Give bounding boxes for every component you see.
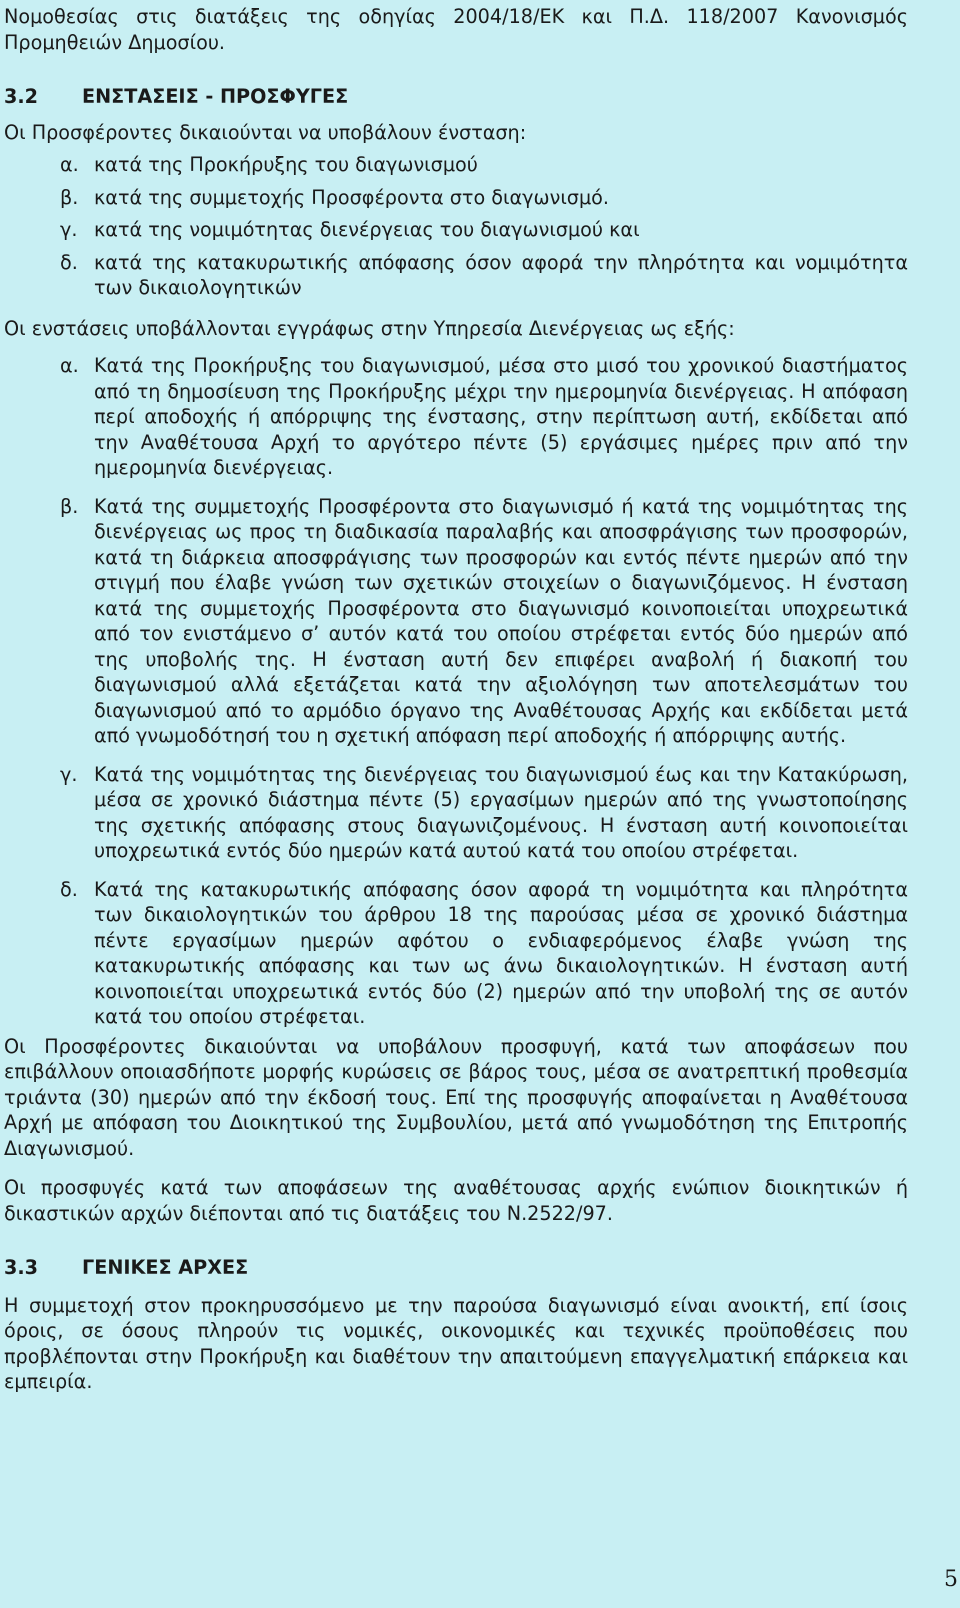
list-marker: α. <box>60 354 79 377</box>
list-item <box>4 353 908 481</box>
appeal-paragraph: Οι Προσφέροντες δικαιούνται να υποβάλουν προσφυγή, κατά των αποφάσεων που επιβάλλουν οποιασδήποτε μορφής κυρώσεις σε βάρος τους, μέσα σε ανατρεπτική προθεσμία τριάντα (30) ημερών από την έκδοσή τους. Επί της προσφυγής αποφαίνεται η Αναθέτουσα Αρχή με απόφαση του Διοικητικού της Συμβουλίου, μετά από γνωμοδότηση της Επιτροπής Διαγωνισμού. <box>4 1034 908 1160</box>
list-marker: δ. <box>60 877 78 901</box>
list-text: κατά της Προκήρυξης του διαγωνισμού <box>94 153 478 176</box>
intro-paragraph: Νομοθεσίας στις διατάξεις της οδηγίας 2004/18/ΕΚ και Π.Δ. 118/2007 Κανονισμός Προμηθειών Δημοσίου. <box>4 5 908 54</box>
section-title: ΓΕΝΙΚΕΣ ΑΡΧΕΣ <box>82 1256 249 1279</box>
objection-submission-lead: Οι ενστάσεις υποβάλλονται εγγράφως στην Υπηρεσία Διενέργειας ως εξής: <box>4 316 735 340</box>
list-item <box>4 217 908 243</box>
list-item <box>4 877 908 1030</box>
document-page <box>4 0 908 1395</box>
objection-lead: Οι Προσφέροντες δικαιούνται να υποβάλουν ένσταση: <box>4 120 527 144</box>
objection-grounds-list <box>4 152 908 301</box>
list-text: Κατά της Προκήρυξης του διαγωνισμού, μέσα στο μισό του χρονικού διαστήματος από τη δημοσίευση της Προκήρυξης μέχρι την ημερομηνία διενέργειας. Η απόφαση περί αποδοχής ή απόρριψης της ένστασης, στην περίπτωση αυτή, εκδίδεται από την Αναθέτουσα Αρχή το αργότερο πέντε (5) εργάσιμες ημέρες πριν από την ημερομηνία διενέργειας. <box>94 354 908 479</box>
section-number: 3.3 <box>4 1256 38 1279</box>
list-text: Κατά της συμμετοχής Προσφέροντα στο διαγωνισμό ή κατά της νομιμότητας της διενέργειας ως προς τη διαδικασία παραλαβής και αποσφράγισης των προσφορών, κατά τη διάρκεια αποσφράγισης των προσφορών και εντός πέντε ημερών από την στιγμή που έλαβε γνώση των σχετικών στοιχείων ο διαγωνιζόμενος. Η ένσταση κατά της συμμετοχής Προσφέροντα στο διαγωνισμό κοινοποιείται υποχρεωτικά από τον ενιστάμενο σ’ αυτόν κατά του οποίου στρέφεται εντός δύο ημερών από της υποβολής της. Η ένσταση αυτή δεν επιφέρει αναβολή ή διακοπή του διαγωνισμού αλλά εξετάζεται κατά την αξιολόγηση των αποτελεσμάτων του διαγωνισμού από το αρμόδιο όργανο της Αναθέτουσας Αρχής και εκδίδεται μετά από γνωμοδότησή του η σχετική απόφαση περί αποδοχής ή απόρριψης αυτής. <box>94 494 908 747</box>
list-item <box>4 494 908 749</box>
section-title: ΕΝΣΤΑΣΕΙΣ - ΠΡΟΣΦΥΓΕΣ <box>82 85 349 108</box>
section-heading-3-2 <box>4 84 908 110</box>
section-heading-3-3 <box>4 1255 908 1281</box>
list-text: κατά της συμμετοχής Προσφέροντα στο διαγωνισμό. <box>94 185 610 209</box>
page-number: 5 <box>944 1567 958 1592</box>
list-marker: α. <box>60 153 79 176</box>
list-marker: γ. <box>60 218 78 241</box>
list-item <box>4 185 908 211</box>
general-principles-paragraph: Η συμμετοχή στον προκηρυσσόμενο με την παρούσα διαγωνισμό είναι ανοικτή, επί ίσοις όροις, σε όσους πληρούν τις νομικές, οικονομικές και τεχνικές προϋποθέσεις που προβλέπονται στην Προκήρυξη και διαθέτουν την απαιτούμενη επαγγελματική επάρκεια και εμπειρία. <box>4 1293 908 1393</box>
section-number: 3.2 <box>4 85 38 108</box>
list-item <box>4 250 908 301</box>
list-item <box>4 762 908 864</box>
objection-deadlines-list <box>4 353 908 1030</box>
list-marker: β. <box>60 185 79 209</box>
appeal-law-paragraph: Οι προσφυγές κατά των αποφάσεων της αναθέτουσας αρχής ενώπιον διοικητικών ή δικαστικών αρχών διέπονται από τις διατάξεις του Ν.2522/97. <box>4 1176 908 1225</box>
list-text: Κατά της νομιμότητας της διενέργειας του διαγωνισμού έως και την Κατακύρωση, μέσα σε χρονικό διάστημα πέντε (5) εργασίμων ημερών από της γνωστοποίησης της σχετικής απόφασης στους διαγωνιζομένους. Η ένσταση αυτή κοινοποιείται υποχρεωτικά εντός δύο ημερών κατά αυτού κατά του οποίου στρέφεται. <box>94 762 908 862</box>
list-marker: β. <box>60 494 79 518</box>
list-text: κατά της νομιμότητας διενέργειας του διαγωνισμού και <box>94 218 640 241</box>
list-text: κατά της κατακυρωτικής απόφασης όσον αφορά την πληρότητα και νομιμότητα των δικαιολογητικών <box>94 250 908 299</box>
list-marker: δ. <box>60 250 78 274</box>
list-marker: γ. <box>60 762 78 786</box>
list-text: Κατά της κατακυρωτικής απόφασης όσον αφορά τη νομιμότητα και πληρότητα των δικαιολογητικών του άρθρου 18 της παρούσας μέσα σε χρονικό διάστημα πέντε εργασίμων ημερών αφότου ο ενδιαφερόμενος έλαβε γνώση της κατακυρωτικής απόφασης και των ως άνω δικαιολογητικών. Η ένσταση αυτή κοινοποιείται υποχρεωτικά εντός δύο (2) ημερών από την υποβολή της σε αυτόν κατά του οποίου στρέφεται. <box>94 877 908 1028</box>
list-item <box>4 152 908 178</box>
